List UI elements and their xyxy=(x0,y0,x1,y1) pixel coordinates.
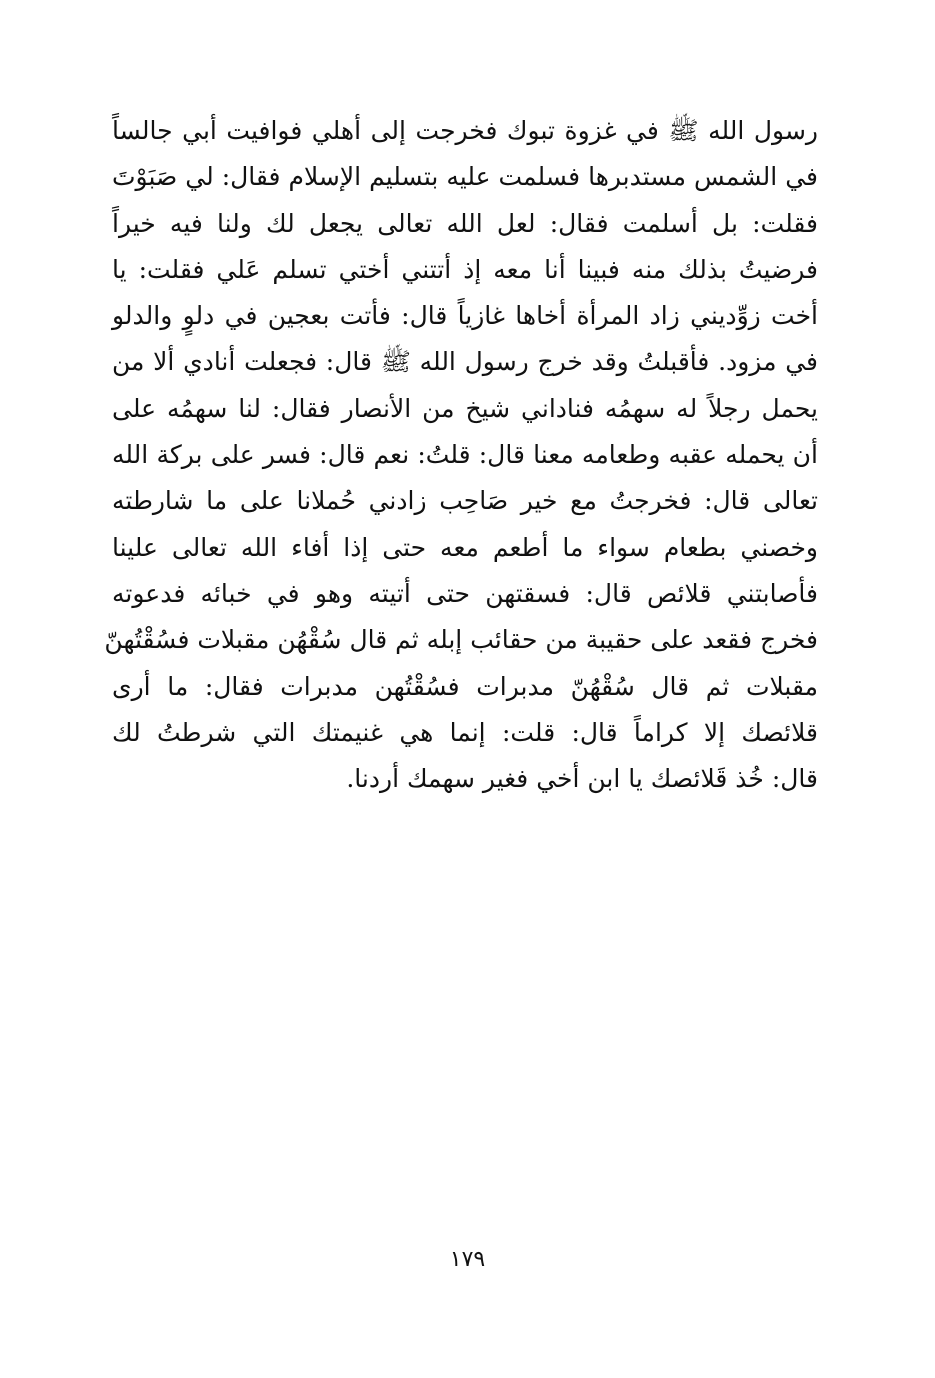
text-line: يحمل رجلاً له سهمُه فناداني شيخ من الأنصار فقال: لنا سهمُه على xyxy=(112,393,818,423)
text-line: فرضيتُ بذلك منه فبينا أنا معه إذ أتتني أختي تسلم عَلي فقلت: يا xyxy=(112,254,818,284)
text-line: أخت زوِّديني زاد المرأة أخاها غازياً قال: فأتت بعجين في دلوٍ والدلو xyxy=(112,301,818,331)
text-line: فخرج فقعد على حقيبة من حقائب إبله ثم قال سُقْهُن مقبلات فسُقْتُهنّ xyxy=(104,625,818,655)
text-line: قال: خُذ قَلائصك يا ابن أخي فغير سهمك أردنا. xyxy=(346,764,818,794)
page-number: ١٧٩ xyxy=(449,1247,486,1272)
text-line: فقلت: بل أسلمت فقال: لعل الله تعالى يجعل لك ولنا فيه خيراً xyxy=(112,208,818,238)
text-line: وخصني بطعام سواء ما أطعم معه حتى إذا أفاء الله تعالى علينا xyxy=(112,532,818,562)
text-line: في مزود. فأقبلتُ وقد خرج رسول الله ﷺ قال: فجعلت أنادي ألا من xyxy=(112,347,818,377)
text-line: رسول الله ﷺ في غزوة تبوك فخرجت إلى أهلي فوافيت أبي جالساً xyxy=(112,116,818,145)
text-line: فأصابتني قلائص قال: فسقتهن حتى أتيته وهو في خبائه فدعوته xyxy=(112,578,818,608)
text-line: تعالى قال: فخرجتُ مع خير صَاحِب زادني حُملانا على ما شارطته xyxy=(112,486,818,516)
text-line: في الشمس مستدبرها فسلمت عليه بتسليم الإسلام فقال: لي صَبَوْتَ xyxy=(112,162,818,192)
text-line: أن يحمله عقبه وطعامه معنا قال: قلتُ: نعم قال: فسر على بركة الله xyxy=(112,440,818,470)
text-line: مقبلات ثم قال سُقْهُنّ مدبرات فسُقْتُهن مدبرات فقال: ما أرى xyxy=(112,671,818,701)
text-line: قلائصك إلا كراماً قال: قلت: إنما هي غنيمتك التي شرطتُ لك xyxy=(112,717,818,747)
body-text xyxy=(104,108,818,802)
